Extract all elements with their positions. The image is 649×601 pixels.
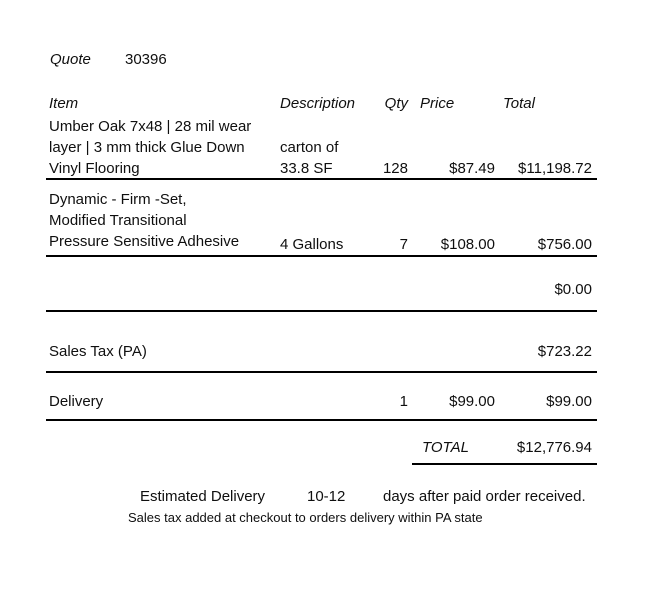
table-row-adhesive [46, 189, 597, 257]
item-name-line: Modified Transitional [49, 212, 187, 229]
item-description [280, 234, 376, 255]
item-name [46, 116, 280, 179]
header-qty: Qty [384, 95, 408, 112]
estimated-delivery-label: Estimated Delivery [140, 488, 266, 505]
spacer [376, 437, 412, 465]
table-row-grand-total [46, 437, 597, 465]
item-name-line: Pressure Sensitive Adhesive [49, 233, 240, 250]
item-description-line: 4 Gallons [280, 236, 344, 253]
item-price [412, 279, 497, 310]
table-row-sales-tax [46, 341, 597, 373]
item-description [280, 279, 376, 310]
item-description [280, 391, 376, 419]
header-total: Total [503, 95, 535, 112]
estimated-delivery-value: 10-12 [307, 488, 346, 505]
item-description [280, 341, 376, 371]
item-total: $756.00 [537, 236, 592, 253]
delivery-price: $99.00 [449, 393, 495, 410]
grand-total-value: $12,776.94 [497, 437, 597, 465]
item-name-line: Umber Oak 7x48 | 28 mil wear [49, 118, 252, 135]
delivery-label: Delivery [49, 393, 104, 410]
sales-tax-note: Sales tax added at checkout to orders delivery within PA state [128, 510, 483, 525]
header-item: Item [49, 95, 79, 112]
item-description-line: carton of [280, 139, 339, 156]
item-total: $11,198.72 [518, 160, 592, 177]
spacer [280, 437, 376, 465]
item-name-line: Vinyl Flooring [49, 160, 140, 177]
item-price: $87.49 [449, 160, 495, 177]
estimated-delivery-suffix: days after paid order received. [383, 488, 586, 505]
item-qty [376, 279, 412, 310]
item-name [46, 189, 280, 252]
header-description: Description [280, 95, 356, 112]
item-description-line: 33.8 SF [280, 160, 333, 177]
item-description [280, 137, 376, 179]
item-price [412, 341, 497, 371]
delivery-qty: 1 [399, 393, 408, 410]
quote-label: Quote [50, 51, 91, 68]
delivery-total: $99.00 [546, 393, 592, 410]
item-qty [376, 341, 412, 371]
table-row-empty [46, 279, 597, 312]
sales-tax-total: $723.22 [537, 343, 592, 360]
grand-total-label: TOTAL [412, 437, 497, 465]
item-qty: 128 [382, 160, 408, 177]
spacer [46, 437, 280, 465]
header-price: Price [420, 95, 455, 112]
item-qty: 7 [399, 236, 408, 253]
quote-number: 30396 [125, 51, 167, 68]
item-name-line: layer | 3 mm thick Glue Down [49, 139, 245, 156]
item-name [46, 279, 280, 310]
table-row-delivery [46, 391, 597, 421]
item-price: $108.00 [440, 236, 495, 253]
table-row-flooring [46, 116, 597, 180]
item-total: $0.00 [554, 281, 592, 298]
sales-tax-label: Sales Tax (PA) [49, 343, 147, 360]
item-name-line: Dynamic - Firm -Set, [49, 191, 187, 208]
table-header-row [46, 93, 597, 114]
